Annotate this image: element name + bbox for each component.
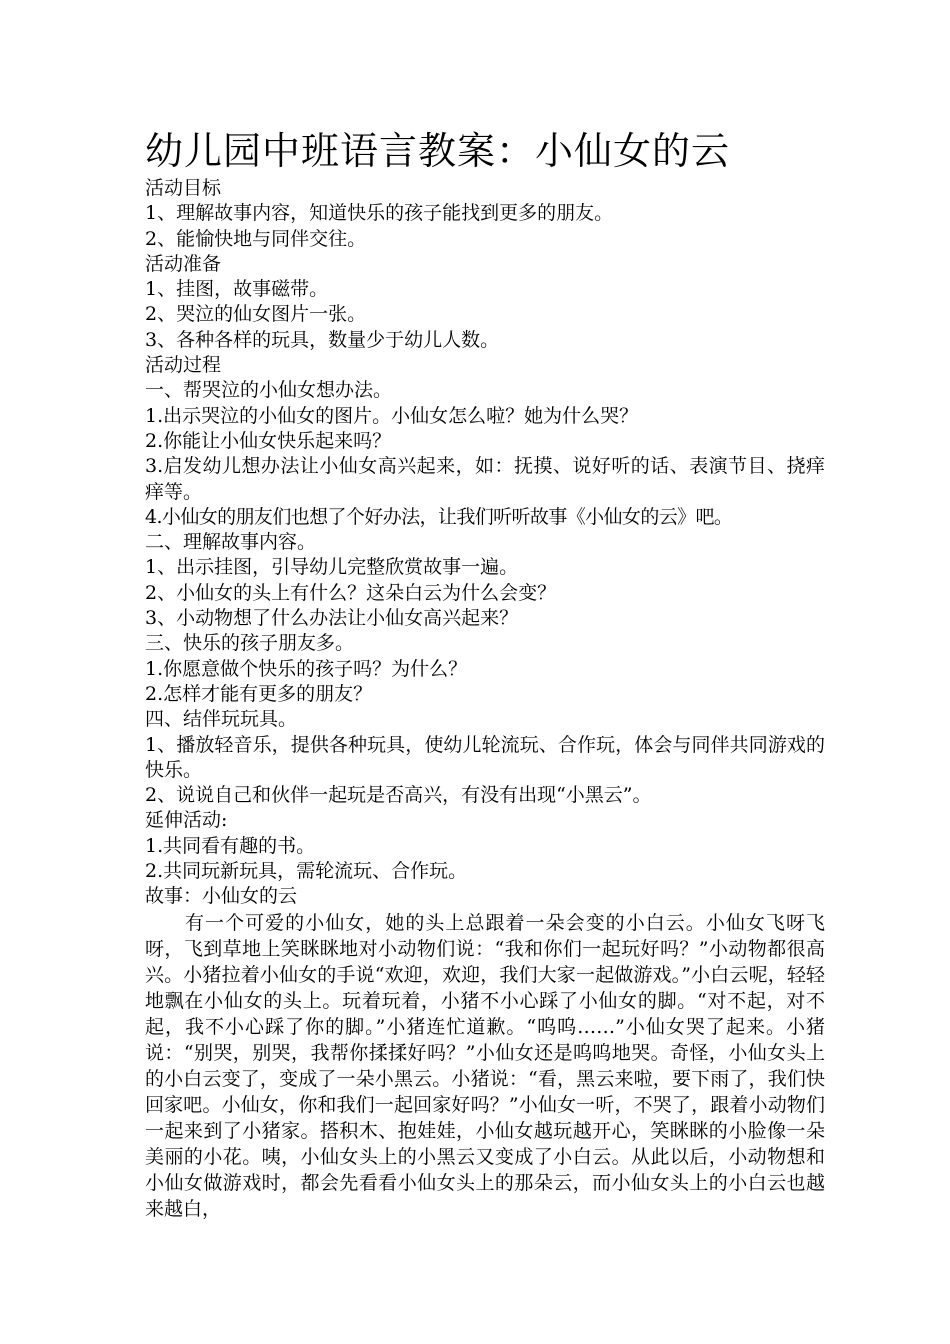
section-extension	[145, 808, 825, 884]
subsection-heading: 四、结伴玩玩具。	[145, 708, 298, 731]
list-item: 1.出示哭泣的小仙女的图片。小仙女怎么啦？她为什么哭？	[145, 404, 639, 427]
section-heading: 延伸活动:	[145, 809, 228, 832]
list-item: 3、各种各样的玩具，数量少于幼儿人数。	[145, 328, 500, 351]
list-item: 2、小仙女的头上有什么？这朵白云为什么会变？	[145, 581, 557, 604]
list-item: 2.共同玩新玩具，需轮流玩、合作玩。	[145, 860, 468, 883]
section-prep	[145, 252, 825, 353]
list-item: 2、说说自己和伙伴一起玩是否高兴，有没有出现“小黑云”。	[145, 784, 652, 807]
list-item: 1、挂图，故事磁带。	[145, 278, 329, 301]
section-heading: 活动过程	[145, 354, 222, 377]
subsection-heading: 二、理解故事内容。	[145, 531, 317, 554]
list-item: 2、哭泣的仙女图片一张。	[145, 303, 367, 326]
section-heading: 活动准备	[145, 252, 222, 275]
section-goals	[145, 176, 825, 252]
document-page	[145, 128, 825, 1222]
subsection-heading: 三、快乐的孩子朋友多。	[145, 632, 355, 655]
story-body: 有一个可爱的小仙女，她的头上总跟着一朵会变的小白云。小仙女飞呀飞呀，飞到草地上笑眯眯地对小动物们说：“我和你们一起玩好吗？”小动物都很高兴。小猪拉着小仙女的手说“欢迎，欢迎，我们大家一起做游戏。”小白云呢，轻轻地飘在小仙女的头上。玩着玩着，小猪不小心踩了小仙女的脚。“对不起，对不起，我不小心踩了你的脚。”小猪连忙道歉。“呜呜……”小仙女哭了起来。小猪说：“别哭，别哭，我帮你揉揉好吗？”小仙女还是呜呜地哭。奇怪，小仙女头上的小白云变了，变成了一朵小黑云。小猪说：“看，黑云来啦，要下雨了，我们快回家吧。小仙女，你和我们一起回家好吗？”小仙女一听，不哭了，跟着小动物们一起来到了小猪家。搭积木、抱娃娃，小仙女越玩越开心，笑眯眯的小脸像一朵美丽的小花。咦，小仙女头上的小黑云又变成了小白云。从此以后，小动物想和小仙女做游戏时，都会先看看小仙女头上的那朵云，而小仙女头上的小白云也越来越白，	[145, 911, 825, 1220]
list-item: 1、播放轻音乐，提供各种玩具，使幼儿轮流玩、合作玩，体会与同伴共同游戏的快乐。	[145, 733, 825, 781]
list-item: 2.你能让小仙女快乐起来吗？	[145, 429, 392, 452]
list-item: 3、小动物想了什么办法让小仙女高兴起来？	[145, 607, 519, 630]
list-item: 1、出示挂图，引导幼儿完整欣赏故事一遍。	[145, 556, 519, 579]
list-item: 3.启发幼儿想办法让小仙女高兴起来，如：抚摸、说好听的话、表演节目、挠痒痒等。	[145, 455, 825, 503]
section-story	[145, 884, 825, 1221]
document-title: 幼儿园中班语言教案：小仙女的云	[145, 129, 731, 173]
section-heading: 活动目标	[145, 177, 222, 199]
list-item: 1.你愿意做个快乐的孩子吗？为什么？	[145, 657, 468, 680]
subsection-heading: 一、帮哭泣的小仙女想办法。	[145, 379, 393, 402]
list-item: 1.共同看有趣的书。	[145, 834, 316, 857]
list-item: 1、理解故事内容，知道快乐的孩子能找到更多的朋友。	[145, 202, 614, 225]
list-item: 4.小仙女的朋友们也想了个好办法，让我们听听故事《小仙女的云》吧。	[145, 505, 733, 528]
section-process	[145, 353, 825, 808]
list-item: 2.怎样才能有更多的朋友？	[145, 682, 373, 705]
section-heading: 故事：小仙女的云	[145, 885, 298, 908]
list-item: 2、能愉快地与同伴交往。	[145, 227, 367, 250]
